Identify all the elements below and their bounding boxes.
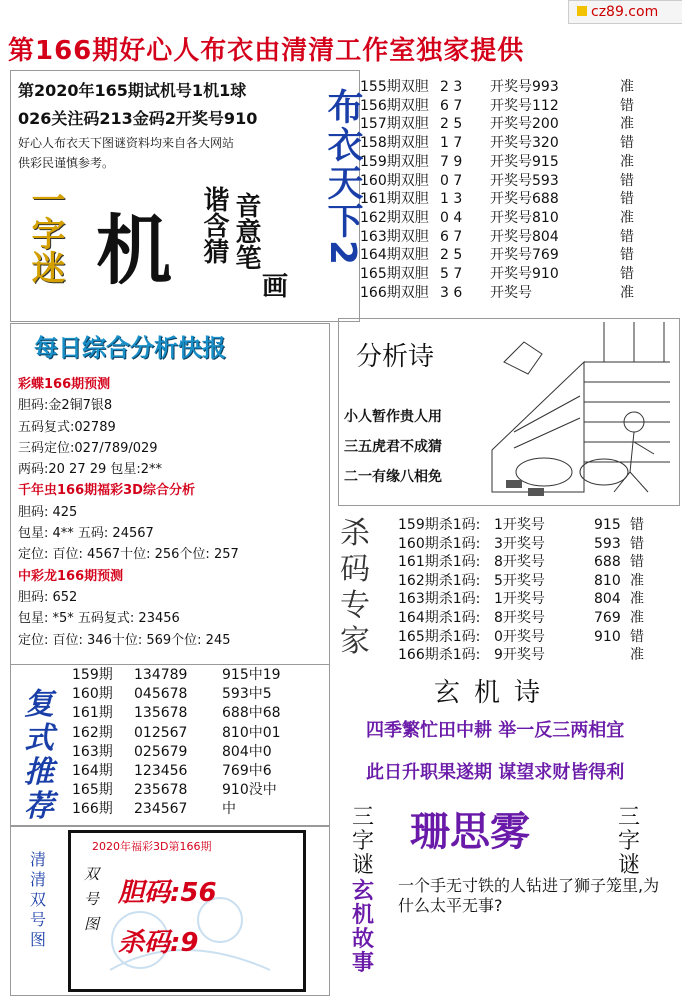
dual-result-number: 开奖号688 xyxy=(490,191,559,208)
fushi-row xyxy=(72,724,281,743)
dual-period: 161期双胆 xyxy=(360,191,429,208)
dual-verdict: 错 xyxy=(620,191,634,208)
poem-line: 小人暂作贵人用 xyxy=(344,409,442,425)
poem-title: 分析诗 xyxy=(356,342,435,372)
story-text: 一个手无寸铁的人钻进了狮子笼里,为什么太平无事? xyxy=(398,876,660,915)
dual-row xyxy=(360,78,634,97)
fushi-result: 804中0 xyxy=(222,743,272,760)
site-watermark[interactable] xyxy=(568,0,682,24)
riddle-label: 一字迷 xyxy=(25,182,65,284)
trial-line1: 第2020年165期试机号1机1球 xyxy=(18,81,247,100)
dual-digits: 1 7 xyxy=(440,135,463,152)
dual-row xyxy=(360,209,634,228)
dual-digits: 6 7 xyxy=(440,97,463,114)
kill-table xyxy=(398,516,644,665)
dual-period: 159期双胆 xyxy=(360,153,429,170)
kill-verdict: 错 xyxy=(630,554,644,571)
analysis-line: 三码定位:027/789/029 xyxy=(18,440,158,456)
dual-verdict: 错 xyxy=(620,247,634,264)
poem-line: 二一有缘八相免 xyxy=(344,469,442,485)
kill-period: 160期杀1码: xyxy=(398,535,481,552)
kill-number: 0开奖号 xyxy=(494,628,545,645)
dual-digits: 2 5 xyxy=(440,247,463,264)
fushi-period: 164期 xyxy=(72,763,113,780)
dual-verdict: 准 xyxy=(620,116,634,133)
dual-result-number: 开奖号993 xyxy=(490,79,559,95)
kill-verdict: 错 xyxy=(630,628,644,645)
kill-verdict: 准 xyxy=(630,647,644,664)
dual-verdict: 错 xyxy=(620,266,634,283)
dual-period: 166期双胆 xyxy=(360,284,429,301)
dual-verdict: 准 xyxy=(620,79,634,95)
kill-verdict: 准 xyxy=(630,591,644,608)
kill-verdict: 准 xyxy=(630,609,644,626)
kill-number: 9开奖号 xyxy=(494,647,545,664)
kill-period: 163期杀1码: xyxy=(398,591,481,608)
riddle-hint-1: 谐含猜 xyxy=(199,186,229,264)
dual-row xyxy=(360,97,634,116)
dual-result-number: 开奖号804 xyxy=(490,228,559,245)
kill-period: 161期杀1码: xyxy=(398,554,481,571)
qingqing-side-label: 清清双号图 xyxy=(30,850,47,949)
kill-number: 8开奖号 xyxy=(494,609,545,626)
analysis-line: 五码复式:02789 xyxy=(18,419,116,435)
page-title: 第166期好心人布衣由清清工作室独家提供 xyxy=(8,36,525,66)
brand-vertical: 布衣天下2 xyxy=(322,88,363,268)
fushi-numbers: 134789 xyxy=(134,667,188,683)
xuanji-title: 玄机诗 xyxy=(434,678,555,708)
fushi-period: 161期 xyxy=(72,705,113,722)
kill-row xyxy=(398,535,644,554)
analysis-section-title: 中彩龙166期预测 xyxy=(18,568,124,584)
story-label: 玄机故事 xyxy=(352,879,375,976)
dual-row xyxy=(360,172,634,191)
trial-line2: 026关注码213金码2开奖号910 xyxy=(18,109,258,128)
qingqing-box-title: 2020年福彩3D第166期 xyxy=(92,840,212,853)
analysis-line: 定位: 百位: 4567十位: 256个位: 257 xyxy=(18,547,239,563)
fushi-row xyxy=(72,743,281,762)
fushi-result: 769中6 xyxy=(222,763,272,780)
fushi-period: 165期 xyxy=(72,782,113,799)
fushi-period: 166期 xyxy=(72,801,113,818)
kill-number: 8开奖号 xyxy=(494,554,545,571)
riddle-character: 机 xyxy=(96,206,172,295)
analysis-line: 包星: 4** 五码: 24567 xyxy=(18,526,154,542)
fushi-numbers: 235678 xyxy=(134,782,188,799)
dual-result-number: 开奖号 xyxy=(490,284,532,301)
xuanji-line1: 四季繁忙田中耕 举一反三两相宜 xyxy=(366,720,625,741)
dual-verdict: 错 xyxy=(620,172,634,189)
analysis-line: 胆码: 652 xyxy=(18,589,78,605)
fushi-row xyxy=(72,762,281,781)
analysis-line: 包星: *5* 五码复式: 23456 xyxy=(18,611,180,627)
kill-period: 166期杀1码: xyxy=(398,647,481,664)
fushi-numbers: 123456 xyxy=(134,763,188,780)
xuanji-line2: 此日升职果遂期 谋望求财皆得利 xyxy=(366,762,625,783)
fushi-numbers: 045678 xyxy=(134,686,188,703)
kill-number: 1开奖号 xyxy=(494,517,545,533)
dual-result-number: 开奖号320 xyxy=(490,135,559,152)
kill-verdict: 错 xyxy=(630,535,644,552)
dual-row xyxy=(360,284,634,303)
fushi-row xyxy=(72,666,281,685)
fushi-result: 810中01 xyxy=(222,724,281,741)
dual-digits: 0 4 xyxy=(440,209,463,226)
dual-digits: 6 7 xyxy=(440,228,463,245)
dual-digits: 5 7 xyxy=(440,266,463,283)
kill-number: 3开奖号 xyxy=(494,535,545,552)
square-icon xyxy=(577,6,587,16)
fushi-row xyxy=(72,685,281,704)
dual-bile-table xyxy=(360,78,634,302)
kill-number: 5开奖号 xyxy=(494,572,545,589)
dual-row xyxy=(360,228,634,247)
kill-number: 1开奖号 xyxy=(494,591,545,608)
kill-label: 杀码专家 xyxy=(340,516,370,659)
fushi-result: 688中68 xyxy=(222,705,281,722)
analysis-section-title: 千年虫166期福彩3D综合分析 xyxy=(18,483,195,499)
kill-result: 810 xyxy=(594,572,621,589)
fushi-numbers: 012567 xyxy=(134,724,188,741)
dual-verdict: 准 xyxy=(620,153,634,170)
poem-line: 三五虎君不成猜 xyxy=(344,439,442,455)
riddle2-left-label: 三字谜 xyxy=(352,805,375,878)
dual-digits: 3 6 xyxy=(440,284,463,301)
fushi-row xyxy=(72,704,281,723)
kill-period: 164期杀1码: xyxy=(398,609,481,626)
fushi-numbers: 234567 xyxy=(134,801,188,818)
fushi-label: 复式推荐 xyxy=(24,687,54,824)
dual-row xyxy=(360,153,634,172)
dual-row xyxy=(360,134,634,153)
fushi-result: 593中5 xyxy=(222,686,272,703)
dual-verdict: 准 xyxy=(620,284,634,301)
kill-row xyxy=(398,646,644,665)
fushi-result: 910没中 xyxy=(222,782,277,799)
analysis-section-title: 彩蝶166期预测 xyxy=(18,377,111,392)
dual-result-number: 开奖号910 xyxy=(490,266,559,283)
dual-result-number: 开奖号915 xyxy=(490,153,559,170)
dual-digits: 7 9 xyxy=(440,153,463,170)
riddle-hint-3: 画 xyxy=(262,272,289,302)
analysis-line: 胆码:金2铜7银8 xyxy=(18,398,113,414)
dual-result-number: 开奖号112 xyxy=(490,97,559,114)
dual-row xyxy=(360,115,634,134)
dual-period: 155期双胆 xyxy=(360,79,429,95)
fushi-period: 159期 xyxy=(72,667,113,683)
kill-period: 162期杀1码: xyxy=(398,572,481,589)
dual-verdict: 错 xyxy=(620,135,634,152)
dual-period: 158期双胆 xyxy=(360,135,429,152)
analysis-line: 胆码: 425 xyxy=(18,504,78,520)
riddle-hint-2: 音意笔 xyxy=(231,192,261,270)
qingqing-side-text: 双号图 xyxy=(84,865,100,933)
dual-result-number: 开奖号769 xyxy=(490,247,559,264)
fushi-period: 162期 xyxy=(72,724,113,741)
kill-period: 165期杀1码: xyxy=(398,628,481,645)
dual-digits: 1 3 xyxy=(440,191,463,208)
kill-row xyxy=(398,572,644,591)
dual-period: 160期双胆 xyxy=(360,172,429,189)
qingqing-sha: 杀码:9 xyxy=(118,928,199,958)
dual-result-number: 开奖号810 xyxy=(490,209,559,226)
riddle2-right-label: 三字谜 xyxy=(618,805,641,878)
dual-period: 164期双胆 xyxy=(360,247,429,264)
fushi-row xyxy=(72,800,281,819)
dual-result-number: 开奖号200 xyxy=(490,116,559,133)
qingqing-dan: 胆码:56 xyxy=(118,878,217,908)
fushi-result: 中 xyxy=(222,801,236,818)
dual-period: 162期双胆 xyxy=(360,209,429,226)
dual-digits: 2 5 xyxy=(440,116,463,133)
dual-period: 157期双胆 xyxy=(360,116,429,133)
analysis-body xyxy=(18,374,239,651)
disclaimer-line1: 好心人布衣天下图谜资料均来自各大网站 xyxy=(18,136,235,150)
kill-result: 910 xyxy=(594,628,621,645)
dual-row xyxy=(360,265,634,284)
dual-verdict: 错 xyxy=(620,97,634,114)
poem-lines xyxy=(344,402,442,492)
watermark-text: cz89.com xyxy=(591,4,659,20)
dual-result-number: 开奖号593 xyxy=(490,172,559,189)
dual-period: 165期双胆 xyxy=(360,266,429,283)
analysis-header: 每日综合分析快报 xyxy=(34,334,226,362)
kill-verdict: 准 xyxy=(630,572,644,589)
kill-row xyxy=(398,553,644,572)
dual-verdict: 准 xyxy=(620,209,634,226)
kill-period: 159期杀1码: xyxy=(398,517,481,533)
riddle2-answer: 珊思雾 xyxy=(410,809,530,855)
fushi-row xyxy=(72,781,281,800)
kill-row xyxy=(398,516,644,535)
farm-illustration xyxy=(484,322,674,502)
kill-row xyxy=(398,590,644,609)
kill-result: 915 xyxy=(594,517,621,533)
kill-result: 804 xyxy=(594,591,621,608)
fushi-numbers: 025679 xyxy=(134,743,188,760)
fushi-numbers: 135678 xyxy=(134,705,188,722)
dual-period: 163期双胆 xyxy=(360,228,429,245)
kill-verdict: 错 xyxy=(630,517,644,533)
fushi-period: 163期 xyxy=(72,743,113,760)
kill-result: 593 xyxy=(594,535,621,552)
dual-digits: 2 3 xyxy=(440,79,463,95)
dual-row xyxy=(360,246,634,265)
analysis-line: 定位: 百位: 346十位: 569个位: 245 xyxy=(18,632,231,648)
dual-digits: 0 7 xyxy=(440,172,463,189)
analysis-line: 两码:20 27 29 包星:2** xyxy=(18,462,163,478)
dual-verdict: 错 xyxy=(620,228,634,245)
fushi-period: 160期 xyxy=(72,686,113,703)
fushi-result: 915中19 xyxy=(222,667,281,683)
kill-row xyxy=(398,628,644,647)
disclaimer-line2: 供彩民谨慎参考。 xyxy=(18,156,115,170)
fushi-table xyxy=(72,666,281,820)
dual-period: 156期双胆 xyxy=(360,97,429,114)
dual-row xyxy=(360,190,634,209)
kill-row xyxy=(398,609,644,628)
kill-result: 769 xyxy=(594,609,621,626)
kill-result: 688 xyxy=(594,554,621,571)
